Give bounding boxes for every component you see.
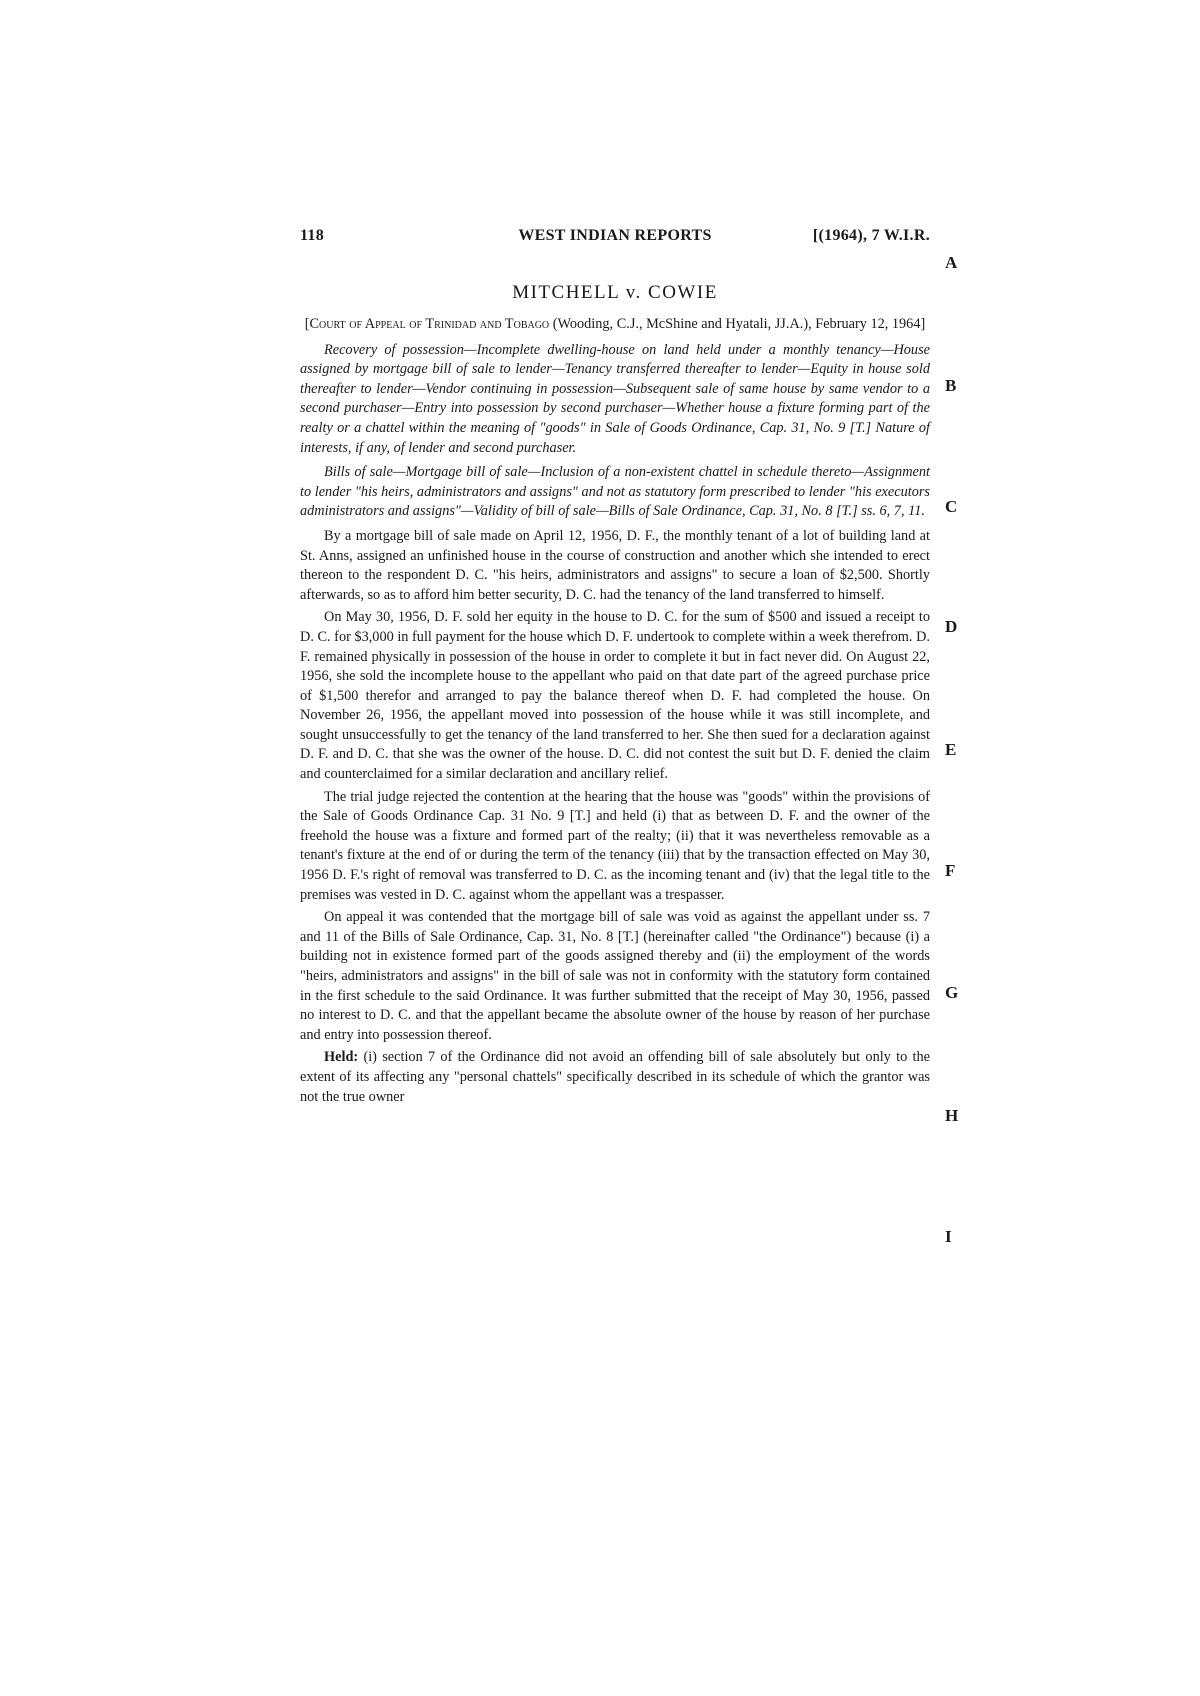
margin-letter-a: A bbox=[945, 253, 958, 272]
court-judges: (Wooding, C.J., McShine and Hyatali, JJ.A.), February 12, 1964] bbox=[549, 315, 926, 332]
report-body bbox=[300, 283, 930, 1107]
case-title: MITCHELL v. COWIE bbox=[512, 282, 718, 303]
facts-paragraph: By a mortgage bill of sale made on April 12, 1956, D. F., the monthly tenant of a lot of building land at St. Anns, assigned an unfinished house in the course of construction and another which she intended to erect thereon to the respondent D. C. "his heirs, administrators and assigns" to secure a loan of $2,500. Shortly afterwards, so as to afford him better security, D. C. had the tenancy of the land transferred to himself. bbox=[300, 527, 930, 603]
court-open-bracket: [ bbox=[304, 315, 310, 332]
facts-paragraph: On appeal it was contended that the mortgage bill of sale was void as against the appellant under ss. 7 and 11 of the Bills of Sale Ordinance, Cap. 31, No. 8 [T.] (hereinafter called "the Ordinance") because (i) a building not in existence formed part of the goods assigned thereby and (ii) the employment of the words "heirs, administrators and assigns" in the bill of sale was not in conformity with the statutory form contained in the first schedule to the said Ordinance. It was further submitted that the receipt of May 30, 1956, passed no interest to D. C. and that the appellant became the absolute owner of the house by reason of her purchase and entry into possession thereof. bbox=[300, 909, 930, 1043]
margin-letter-g: G bbox=[945, 983, 959, 1002]
facts-paragraph: The trial judge rejected the contention at the hearing that the house was "goods" within the provisions of the Sale of Goods Ordinance Cap. 31 No. 9 [T.] and held (i) that as between D. F. and the owner of the freehold the house was a fixture and formed part of the realty; (ii) that it was nevertheless removable as a tenant's fixture at the end of or during the term of the tenancy (iii) that by the transaction effected on May 30, 1956 D. F.'s right of removal was transferred to D. C. as the incoming tenant and (iv) that the legal title to the premises was vested in D. C. against whom the appellant was a trespasser. bbox=[300, 788, 930, 903]
page-number: 118 bbox=[300, 227, 325, 244]
margin-letter-d: D bbox=[945, 617, 958, 636]
margin-letter-i: I bbox=[945, 1227, 952, 1246]
court-name: Court of Appeal of Trinidad and Tobago bbox=[309, 315, 550, 332]
held-paragraph bbox=[300, 1048, 930, 1107]
margin-letter-h: H bbox=[945, 1106, 959, 1125]
court-line bbox=[300, 315, 930, 334]
report-citation: [(1964), 7 W.I.R. bbox=[812, 227, 930, 244]
catchwords-paragraph: Bills of sale—Mortgage bill of sale—Inclusion of a non-existent chattel in schedule thereto—Assignment to lender "his heirs, administrators and assigns" and not as statutory form prescribed to lender "his executors administrators and assigns"—Validity of bill of sale—Bills of Sale Ordinance, Cap. 31, No. 8 [T.] ss. 6, 7, 11. bbox=[300, 464, 930, 520]
margin-letter-f: F bbox=[945, 861, 956, 880]
running-head: WEST INDIAN REPORTS bbox=[518, 227, 712, 244]
catchwords-paragraph: Recovery of possession—Incomplete dwelling-house on land held under a monthly tenancy—House assigned by mortgage bill of sale to lender—Tenancy transferred thereafter to lender—Equity in house sold thereafter to lender—Vendor continuing in possession—Subsequent sale of same house by same vendor to a second purchaser—Entry into possession by second purchaser—Whether house a fixture forming part of the realty or a chattel within the meaning of "goods" in Sale of Goods Ordinance, Cap. 31, No. 9 [T.] Nature of interests, if any, of lender and second purchaser. bbox=[300, 341, 930, 456]
margin-letter-c: C bbox=[945, 497, 958, 516]
margin-letter-e: E bbox=[945, 740, 957, 759]
held-text: (i) section 7 of the Ordinance did not avoid an offending bill of sale absolutely but only to the extent of its affecting any "personal chattels" specifically described in its schedule of which the grantor was not the true owner bbox=[300, 1049, 930, 1105]
margin-letter-b: B bbox=[945, 376, 957, 395]
held-label: Held: bbox=[324, 1049, 359, 1066]
facts-paragraph: On May 30, 1956, D. F. sold her equity in the house to D. C. for the sum of $500 and issued a receipt to D. C. for $3,000 in full payment for the house which D. F. undertook to complete within a week therefrom. D. F. remained physically in possession of the house in order to complete it but in fact never did. On August 22, 1956, she sold the incomplete house to the appellant who paid on that date part of the agreed purchase price of $1,500 therefor and arranged to pay the balance thereof when D. F. had completed the house. On November 26, 1956, the appellant moved into possession of the house while it was still incomplete, and sought unsuccessfully to get the tenancy of the land transferred to her. She then sued for a declaration against D. F. and D. C. that she was the owner of the house. D. C. did not contest the suit but D. F. denied the claim and counterclaimed for a similar declaration and ancillary relief. bbox=[300, 609, 930, 783]
